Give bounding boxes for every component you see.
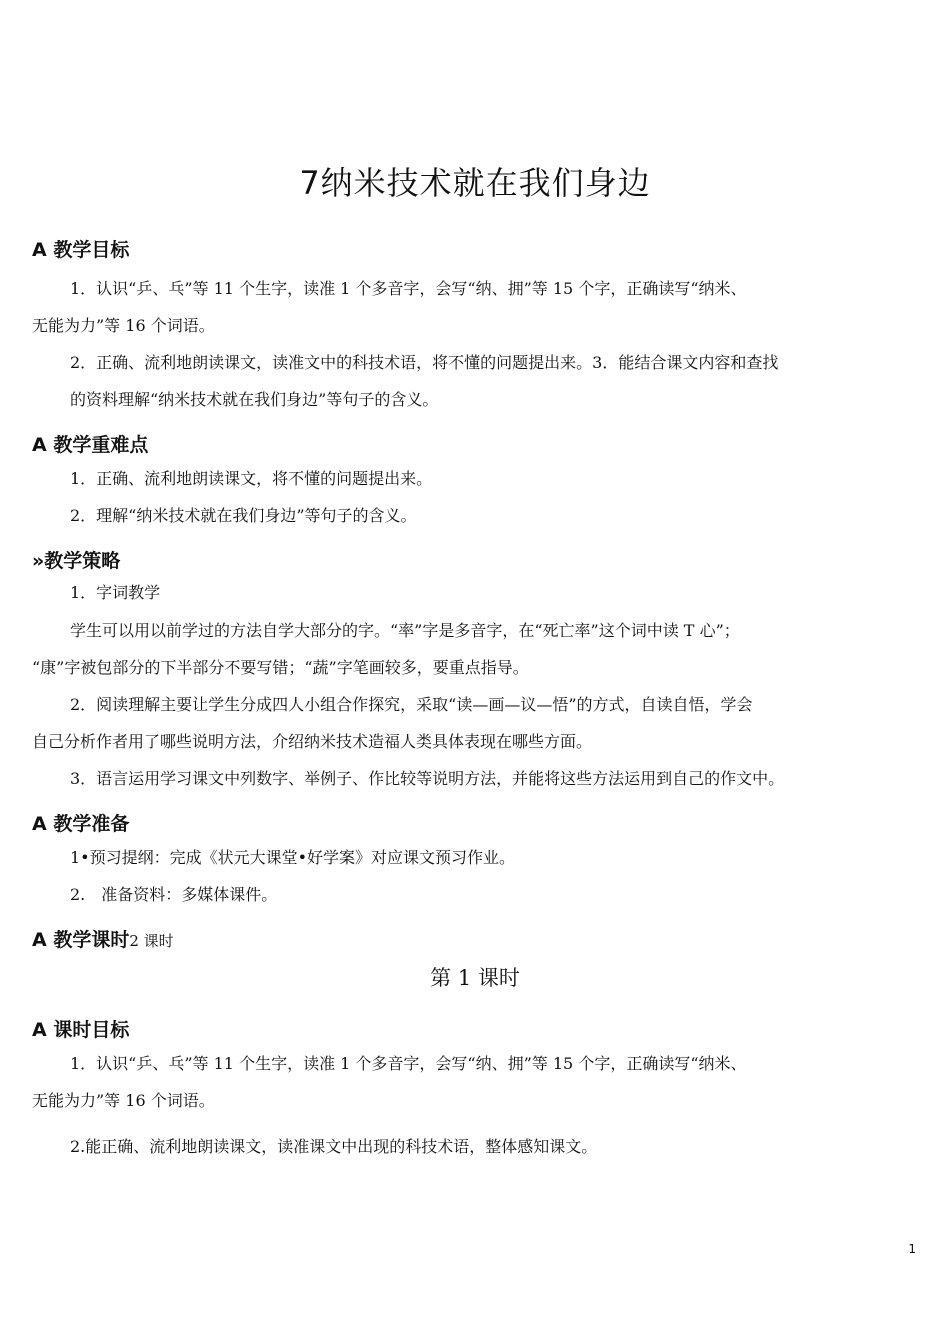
goals-item-1-line-1: 1．认识“乒、乓”等 11 个生字，读准 1 个多音字，会写“纳、拥”等 15 个字，正确读写“纳米、 [70,279,747,298]
strategy-item-3: 3．语言运用学习课文中列数字、举例子、作比较等说明方法，并能将这些方法运用到自己的作文中。 [70,769,785,788]
document-title: 7纳米技术就在我们身边 [299,164,651,202]
section-heading-goals: A 教学目标 [32,239,130,261]
strategy-item-2-line-1: 2．阅读理解主要让学生分成四人小组合作探究，采取“读—画—议—悟”的方式，自读自悟，学会 [70,695,753,714]
strategy-item-1: 1．字词教学 [70,583,161,602]
goals-item-2-line-1: 2．正确、流利地朗读课文，读准文中的科技术语，将不懂的问题提出来。3．能结合课文内容和查找 [70,353,779,372]
page-number: 1 [908,1242,916,1256]
lesson-1-title: 第 1 课时 [430,966,520,990]
goals-item-2-line-2: 的资料理解“纳米技术就在我们身边”等句子的含义。 [70,390,439,409]
strategy-item-2-line-2: 自己分析作者用了哪些说明方法，介绍纳米技术造福人类具体表现在哪些方面。 [32,732,593,751]
lesson-1-goals-heading: A 课时目标 [32,1019,130,1041]
lesson-1-goals-item-2: 2.能正确、流利地朗读课文，读准课文中出现的科技术语，整体感知课文。 [70,1137,598,1156]
section-heading-strategy: »教学策略 [32,550,121,572]
hours-value: 2 课时 [129,932,174,950]
preparation-item-2: 2. 准备资料：多媒体课件。 [70,885,278,904]
key-points-item-1: 1．正确、流利地朗读课文，将不懂的问题提出来。 [70,469,433,488]
key-points-item-2: 2．理解“纳米技术就在我们身边”等句子的含义。 [70,506,417,525]
goals-item-1-line-2: 无能为力”等 16 个词语。 [32,316,215,335]
section-heading-key-points: A 教学重难点 [32,434,149,456]
hours-heading-label: A 教学课时 [32,929,130,951]
lesson-1-goals-item-1-line-1: 1．认识“乒、乓”等 11 个生字，读准 1 个多音字，会写“纳、拥”等 15 个字，正确读写“纳米、 [70,1054,747,1073]
lesson-1-goals-item-1-line-2: 无能为力”等 16 个词语。 [32,1091,215,1110]
strategy-item-1-text-line-2: “康”字被包部分的下半部分不要写错；“蔬”字笔画较多，要重点指导。 [32,658,529,677]
strategy-item-1-text-line-1: 学生可以用以前学过的方法自学大部分的字。“率”字是多音字，在“死亡率”这个词中读 T 心”； [70,621,740,640]
section-heading-hours [32,925,174,952]
preparation-item-1: 1•预习提纲：完成《状元大课堂•好学案》对应课文预习作业。 [70,848,516,867]
section-heading-preparation: A 教学准备 [32,813,130,835]
